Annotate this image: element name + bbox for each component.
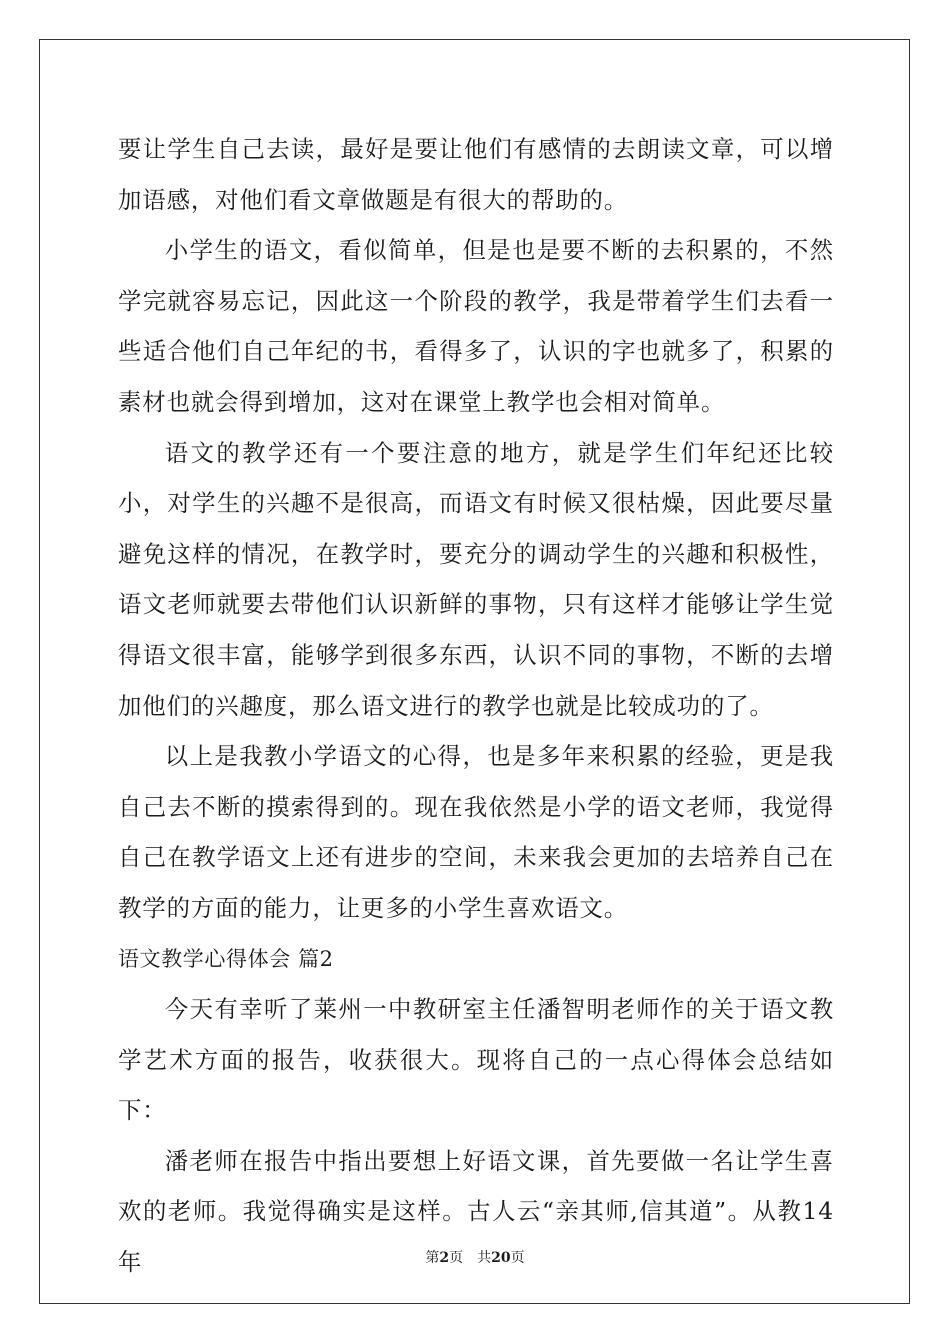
paragraph: 潘老师在报告中指出要想上好语文课，首先要做一名让学生喜欢的老师。我觉得确实是这样。古人云“亲其师,信其道”。从教14年: [118, 1146, 834, 1277]
total-suffix: 页: [510, 1250, 525, 1266]
page-suffix: 页: [449, 1250, 464, 1266]
page-number: 2: [439, 1250, 450, 1266]
total-prefix: 共: [477, 1250, 492, 1266]
section-heading: 语文教学心得体会 篇2: [118, 946, 334, 971]
paragraph: 语文的教学还有一个要注意的地方，就是学生们年纪还比较小，对学生的兴趣不是很高，而语文有时候又很枯燥，因此要尽量避免这样的情况，在教学时，要充分的调动学生的兴趣和积极性，语文老师就要去带他们认识新鲜的事物，只有这样才能够让学生觉得语文很丰富，能够学到很多东西，认识不同的事物，不断的去增加他们的兴趣度，那么语文进行的教学也就是比较成功的了。: [118, 438, 834, 720]
paragraph: 今天有幸听了莱州一中教研室主任潘智明老师作的关于语文教学艺术方面的报告，收获很大。现将自己的一点心得体会总结如下：: [118, 995, 834, 1125]
paragraph-continued: 要让学生自己去读，最好是要让他们有感情的去朗读文章，可以增加语感，对他们看文章做题是有很大的帮助的。: [118, 135, 834, 214]
total-pages: 20: [491, 1250, 511, 1266]
paragraph: 以上是我教小学语文的心得，也是多年来积累的经验，更是我自己去不断的摸索得到的。现在我依然是小学的语文老师，我觉得自己在教学语文上还有进步的空间，未来我会更加的去培养自己在教学的方面的能力，让更多的小学生喜欢语文。: [118, 742, 834, 922]
page-prefix: 第: [425, 1250, 440, 1266]
paragraph: 小学生的语文，看似简单，但是也是要不断的去积累的，不然学完就容易忘记，因此这一个阶段的教学，我是带着学生们去看一些适合他们自己年纪的书，看得多了，认识的字也就多了，积累的素材也就会得到增加，这对在课堂上教学也会相对简单。: [118, 236, 834, 416]
document-body: [118, 124, 834, 1288]
page-footer: [0, 1247, 950, 1267]
